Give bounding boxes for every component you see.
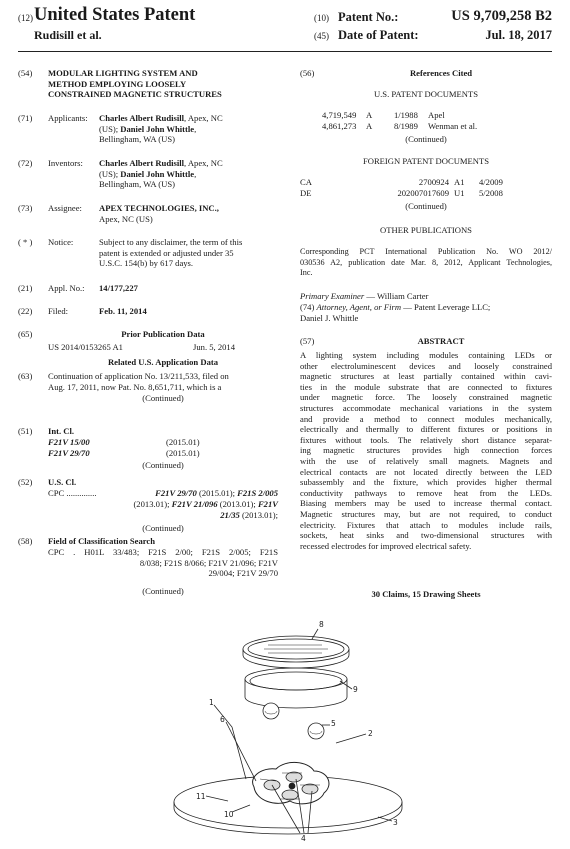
notice-value: Subject to any disclaimer, the term of this patent is extended or adjusted under 35 U.S.C. 154(b) by 617 days. — [99, 237, 243, 269]
continued-note: (Continued) — [405, 134, 447, 144]
continued-note: (Continued) — [142, 460, 184, 470]
patent-date: Jul. 18, 2017 — [485, 28, 552, 42]
header-rule — [18, 51, 552, 52]
filed-value: Feb. 11, 2014 — [99, 306, 147, 316]
figure-labels — [0, 609, 570, 849]
inventors-value: Charles Albert Rudisill, Apex, NC (US); Daniel John Whittle, Bellingham, WA (US) — [99, 158, 223, 190]
figure-label: 10 — [224, 810, 234, 819]
filed-label: Filed: — [48, 306, 69, 316]
examiner-line: Primary Examiner — William Carter — [300, 291, 429, 301]
applicants-label: Applicants: — [48, 113, 88, 123]
assignee-value: APEX TECHNOLOGIES, INC., Apex, NC (US) — [99, 203, 219, 224]
figure-label: 5 — [331, 719, 336, 728]
right-column: (56) References Cited U.S. PATENT DOCUMENTS 4,719,549 A 1/1988 Apel 4,861,273 A 8/1989 Wenman et al. (Continued) FOREIGN PATENT DOCUMENTS CA 2700924 A1 4/2009 DE 202007017609 U1 5/2008 (Continued) OTHER PUBLICATIONS Corresponding PCT International Publication No. WO 2012/ 030536 A2, publication date Mar. 8, 2012, Applicant Technologies, Inc. Primary Examiner — William Carter (74) Attorney, Agent, or Firm — Patent Leverage LLC; Daniel J. Whittle (57) ABSTRACT A lighting system including modules containing LEDs or other electroluminescent devices and loosely constrained magnetic structures at least partially contained within cavi- ties in the module substrate that are connected to fixtures under magnetic force. The loosely constrained magnetic structures accommodate mechanical variations in the system and provide a method to connect modules mechanically, electrically and thermally to different fixtures or positions in fixtures without tools. The relatively short distance separat- ing magnetic structures provides high connection forces with the use of relatively small magnets. Magnets and electrical contacts are not located directly between the LED subassembly and the fixture, which provides higher thermal conductivity pathways to remove heat from the LEDs. Biasing members may be used to increase thermal contact. Magnetic structures may, but are not required, to conduct electricity. Fixtures that attach to modules include rails, sockets, heat sinks and two-dimensional structures with recessed electrodes for improved electrical safety. 30 Claims, 15 Drawing Sheets — [300, 68, 552, 599]
continued-note: (Continued) — [142, 523, 184, 533]
intcl-date: (2015.01) — [166, 437, 200, 447]
continued-note: (Continued) — [142, 393, 184, 403]
cpc-line-3: 21/35 (2013.01); — [220, 510, 278, 520]
code-10: (10) — [314, 13, 329, 23]
figure-label: 6 — [220, 715, 225, 724]
patent-header — [18, 6, 552, 46]
uscl-label: U.S. Cl. — [48, 477, 77, 487]
claims-summary: 30 Claims, 15 Drawing Sheets — [371, 589, 481, 599]
continued-note: (Continued) — [405, 201, 447, 211]
related-heading: Related U.S. Application Data — [107, 357, 219, 367]
intcl-class: F21V 15/00 — [48, 437, 90, 447]
prior-pub-date: Jun. 5, 2014 — [193, 342, 236, 352]
figure-label: 1 — [209, 698, 214, 707]
appl-no-value: 14/177,227 — [99, 283, 138, 293]
abstract-heading: ABSTRACT — [417, 336, 465, 346]
us-docs-heading: U.S. PATENT DOCUMENTS — [373, 89, 479, 99]
applicants-value: Charles Albert Rudisill, Apex, NC (US); Daniel John Whittle, Bellingham, WA (US) — [99, 113, 223, 145]
attorney-line-2: Daniel J. Whittle — [300, 313, 359, 323]
invention-title: MODULAR LIGHTING SYSTEM AND METHOD EMPLOYING LOOSELY CONSTRAINED MAGNETIC STRUCTURES — [48, 68, 222, 100]
field-of-search-label: Field of Classification Search — [48, 536, 156, 546]
continuation-text: Continuation of application No. 13/211,533, filed on Aug. 17, 2011, now Pat. No. 8,651,711, which is a — [48, 371, 229, 392]
patent-title: United States Patent — [34, 5, 196, 25]
appl-no-label: Appl. No.: — [48, 283, 85, 293]
prior-pub-heading: Prior Publication Data — [121, 329, 205, 339]
attorney-line: (74) Attorney, Agent, or Firm — Patent Leverage LLC; — [300, 302, 491, 312]
abstract-text: A lighting system including modules containing LEDs or other electroluminescent devices and loosely constrained magnetic structures at least partially contained within cavi- ties in the module substrate that are connected to fixtures under magnetic force. The loosely constrained magnetic structures accommodate mechanical variations in the system and provide a method to connect modules mechanically, electrically and thermally to different fixtures or positions in fixtures without tools. The relatively short distance separat- ing magnetic structures provides high connection forces with the use of relatively small magnets. Magnets and electrical contacts are not located directly between the LED subassembly and the fixture, which provides higher thermal conductivity pathways to remove heat from the LEDs. Biasing members may be used to increase thermal contact. Magnetic structures may, but are not required, to conduct electricity. Fixtures that attach to modules include rails, sockets, heat sinks and two-dimensional structures with recessed electrodes for improved electrical safety. — [300, 350, 552, 551]
figure-label: 8 — [319, 620, 324, 629]
figure-label: 9 — [353, 685, 358, 694]
code-45: (45) — [314, 31, 329, 41]
cpc-line-2: (2013.01); F21V 21/096 (2013.01); F21V — [133, 499, 278, 509]
prior-pub-number: US 2014/0153265 A1 — [48, 342, 123, 352]
cpc-line-1: CPC .............. F21V 29/70 (2015.01); F21S 2/005 — [48, 488, 278, 498]
patent-number: US 9,709,258 B2 — [451, 8, 552, 24]
intcl-class: F21V 29/70 — [48, 448, 90, 458]
field-of-search-text: CPC . H01L 33/483; F21S 2/00; F21S 2/005; F21S 8/038; F21S 8/066; F21V 21/096; F21V 29/004; F21V 29/70 — [48, 547, 278, 579]
inventors-short: Rudisill et al. — [34, 28, 102, 42]
figure-label: 11 — [196, 792, 206, 801]
abstract-code: (57) — [300, 336, 315, 346]
foreign-docs-heading: FOREIGN PATENT DOCUMENTS — [362, 156, 490, 166]
figure-label: 2 — [368, 729, 373, 738]
notice-label: Notice: — [48, 237, 74, 247]
references-heading: References Cited — [409, 68, 473, 78]
left-column: (54) MODULAR LIGHTING SYSTEM AND METHOD EMPLOYING LOOSELY CONSTRAINED MAGNETIC STRUCTURES (71) Applicants: Charles Albert Rudisill, Apex, NC (US); Daniel John Whittle, Bellingham, WA (US) (72) Inventors: Charles Albert Rudisill, Apex, NC (US); Daniel John Whittle, Bellingham, WA (US) (73) Assignee: APEX TECHNOLOGIES, INC., Apex, NC (US) ( * ) Notice: Subject to any disclaimer, the term of this patent is extended or adjusted under 35 U.S.C. 154(b) by 617 days. (21) Appl. No.: 14/177,227 (22) Filed: Feb. 11, 2014 (65) Prior Publication Data US 2014/0153265 A1 Jun. 5, 2014 Related U.S. Application Data (63) Continuation of application No. 13/211,533, filed on Aug. 17, 2011, now Pat. No. 8,651,711, which is a (Continued) (51) Int. Cl. F21V 15/00 (2015.01) F21V 29/70 (2015.01) (Continued) (52) U.S. Cl. CPC .............. F21V 29/70 (2015.01); F21S 2/005 (2013.01); F21V 21/096 (2013.01); F21V 21/35 (2013.01); (Continued) (58) Field of Classification Search CPC . H01L 33/483; F21S 2/00; F21S 2/005; F21S 8/038; F21S 8/066; F21V 21/096; F21V 29/004; F21V 29/70 (Continued) — [18, 68, 278, 596]
inventors-label: Inventors: — [48, 158, 83, 168]
continued-note: (Continued) — [142, 586, 184, 596]
other-publications-heading: OTHER PUBLICATIONS — [380, 225, 472, 235]
date-label: Date of Patent: — [338, 28, 419, 42]
intcl-label: Int. Cl. — [48, 426, 75, 436]
assignee-label: Assignee: — [48, 203, 82, 213]
refs-code: (56) — [300, 68, 315, 78]
patent-no-label: Patent No.: — [338, 10, 399, 24]
code-12: (12) — [18, 13, 33, 23]
other-publications-text: Corresponding PCT International Publication No. WO 2012/ 030536 A2, publication date Mar. 8, 2012, Applicant Technologies, Inc. — [300, 247, 552, 278]
figure-label: 3 — [393, 818, 398, 827]
intcl-date: (2015.01) — [166, 448, 200, 458]
figure-label: 4 — [301, 834, 306, 843]
